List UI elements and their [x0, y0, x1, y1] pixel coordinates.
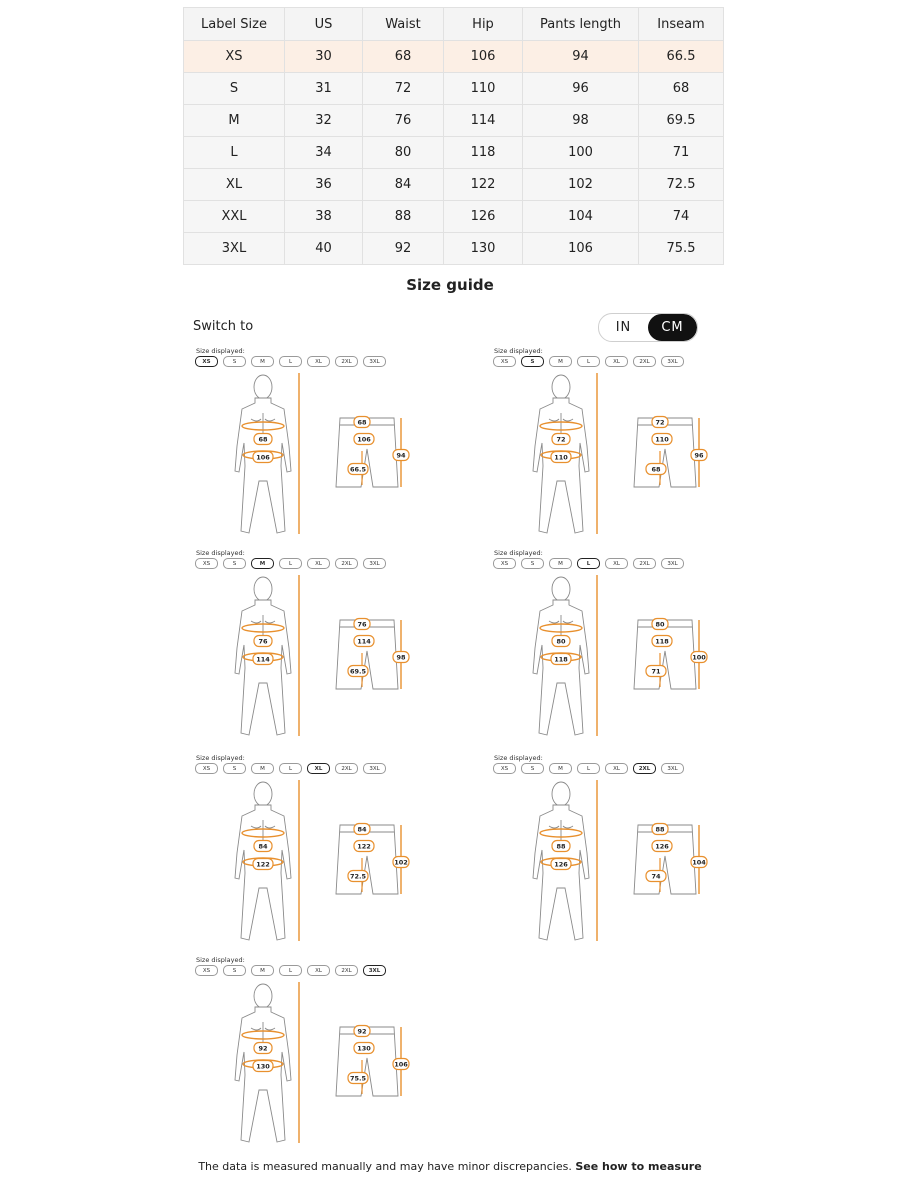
inseam-value-tag-text: 68: [651, 465, 661, 474]
table-cell: S: [184, 73, 285, 105]
pants-figure: [336, 825, 398, 894]
pants-length-value-tag-text: 106: [394, 1060, 408, 1069]
pants-hip-value-tag: [354, 841, 374, 852]
pants-shape: [634, 825, 696, 894]
waist-value-tag: [552, 841, 570, 852]
hip-value-tag-text: 122: [256, 860, 270, 869]
pants-waist-value-tag: [652, 417, 668, 428]
body-measurement-figure: [195, 573, 435, 743]
table-cell: 92: [363, 233, 444, 265]
hip-value-tag: [551, 859, 571, 870]
table-cell: 75.5: [639, 233, 724, 265]
inseam-value-tag-text: 71: [651, 667, 661, 676]
pants-waist-value-tag-text: 68: [357, 418, 367, 427]
table-header-cell: Hip: [444, 8, 523, 41]
size-option-xs[interactable]: XS: [195, 356, 218, 367]
table-cell: 106: [444, 41, 523, 73]
pants-hip-value-tag-text: 122: [357, 842, 371, 851]
pants-waist-value-tag-text: 84: [357, 825, 367, 834]
waist-value-tag: [552, 636, 570, 647]
pants-length-value-tag-text: 98: [396, 653, 406, 662]
unit-in-option[interactable]: IN: [615, 320, 632, 335]
body-measurement-figure: [195, 980, 435, 1150]
head-shape: [552, 375, 570, 399]
head-shape: [254, 577, 272, 601]
table-cell: 84: [363, 169, 444, 201]
pants-hip-value-tag-text: 110: [655, 435, 669, 444]
size-selector: [195, 356, 386, 367]
table-cell: 69.5: [639, 105, 724, 137]
head-shape: [552, 577, 570, 601]
size-option-3xl[interactable]: 3XL: [363, 763, 386, 774]
table-row: [184, 73, 724, 105]
size-option-l[interactable]: L: [577, 558, 600, 569]
pants-shape: [336, 620, 398, 689]
size-option-s[interactable]: S: [521, 558, 544, 569]
inseam-value-tag-text: 69.5: [349, 667, 367, 676]
size-selector: [195, 763, 386, 774]
pants-hip-value-tag: [652, 841, 672, 852]
pants-figure: [336, 418, 398, 487]
table-cell: 88: [363, 201, 444, 233]
pants-length-value-tag-text: 100: [692, 653, 706, 662]
head-shape: [254, 984, 272, 1008]
pants-length-value-tag-text: 94: [396, 451, 406, 460]
size-displayed-label: Size displayed:: [494, 347, 543, 355]
hip-value-tag: [253, 1061, 273, 1072]
hip-value-tag-text: 118: [554, 655, 568, 664]
table-header-cell: US: [285, 8, 363, 41]
table-row: [184, 105, 724, 137]
size-option-l[interactable]: L: [279, 558, 302, 569]
size-option-xl[interactable]: XL: [605, 558, 628, 569]
body-measurement-figure: [493, 573, 733, 743]
pants-length-value-tag-text: 104: [692, 858, 706, 867]
pants-hip-value-tag-text: 130: [357, 1044, 371, 1053]
waist-value-tag: [254, 434, 272, 445]
pants-length-value-tag: [393, 1059, 409, 1070]
switch-label: Switch to: [193, 319, 254, 334]
size-displayed-label: Size displayed:: [196, 956, 245, 964]
table-cell: 106: [523, 233, 639, 265]
pants-waist-value-tag-text: 76: [357, 620, 367, 629]
table-cell: 100: [523, 137, 639, 169]
inseam-value-tag-text: 74: [651, 872, 661, 881]
pants-figure: [634, 418, 696, 487]
table-cell: 36: [285, 169, 363, 201]
pants-waist-value-tag: [354, 417, 370, 428]
table-row: [184, 41, 724, 73]
size-displayed-label: Size displayed:: [196, 347, 245, 355]
table-cell: 130: [444, 233, 523, 265]
size-table-header: [184, 8, 724, 41]
table-cell: 80: [363, 137, 444, 169]
size-option-xl[interactable]: XL: [307, 558, 330, 569]
size-option-s[interactable]: S: [223, 558, 246, 569]
size-displayed-label: Size displayed:: [196, 549, 245, 557]
table-cell: 110: [444, 73, 523, 105]
hip-value-tag-text: 114: [256, 655, 270, 664]
waist-value-tag: [552, 434, 570, 445]
table-cell: 94: [523, 41, 639, 73]
table-cell: 3XL: [184, 233, 285, 265]
pants-waist-value-tag: [354, 824, 370, 835]
pants-shape: [336, 1027, 398, 1096]
pants-hip-value-tag: [354, 1043, 374, 1054]
waist-value-tag: [254, 636, 272, 647]
pants-length-value-tag: [393, 450, 409, 461]
table-cell: 98: [523, 105, 639, 137]
pants-waist-value-tag-text: 88: [655, 825, 665, 834]
pants-shape: [634, 418, 696, 487]
size-option-xl[interactable]: XL: [307, 356, 330, 367]
table-cell: 66.5: [639, 41, 724, 73]
table-header-cell: Pants length: [523, 8, 639, 41]
inseam-value-tag: [646, 464, 666, 475]
pants-hip-value-tag: [354, 434, 374, 445]
pants-hip-value-tag: [652, 636, 672, 647]
size-option-3xl[interactable]: 3XL: [661, 558, 684, 569]
pants-length-value-tag: [393, 652, 409, 663]
table-row: [184, 169, 724, 201]
size-table: [183, 7, 724, 265]
pants-length-value-tag-text: 102: [394, 858, 408, 867]
head-shape: [552, 782, 570, 806]
size-option-xs[interactable]: XS: [493, 558, 516, 569]
unit-cm-option[interactable]: CM: [648, 314, 697, 341]
table-cell: 96: [523, 73, 639, 105]
pants-length-value-tag: [691, 652, 707, 663]
pants-hip-value-tag-text: 126: [655, 842, 669, 851]
hip-value-tag: [551, 452, 571, 463]
size-option-xs[interactable]: XS: [493, 356, 516, 367]
size-option-l[interactable]: L: [279, 763, 302, 774]
inseam-value-tag: [646, 871, 666, 882]
footer-note: [0, 1160, 900, 1173]
footer-text: The data is measured manually and may have minor discrepancies.: [198, 1160, 572, 1173]
head-shape: [254, 375, 272, 399]
waist-value-tag-text: 92: [258, 1044, 268, 1053]
pants-length-value-tag: [691, 857, 707, 868]
body-measurement-figure: [195, 778, 435, 948]
size-option-s[interactable]: S: [521, 356, 544, 367]
size-option-3xl[interactable]: 3XL: [661, 356, 684, 367]
head-shape: [254, 782, 272, 806]
size-option-xs[interactable]: XS: [195, 558, 218, 569]
size-option-s[interactable]: S: [223, 356, 246, 367]
inseam-value-tag: [348, 464, 368, 475]
size-option-2xl[interactable]: 2XL: [633, 763, 656, 774]
size-option-m[interactable]: M: [251, 356, 274, 367]
pants-figure: [634, 620, 696, 689]
size-option-l[interactable]: L: [577, 356, 600, 367]
hip-value-tag: [551, 654, 571, 665]
table-cell: 30: [285, 41, 363, 73]
hip-value-tag-text: 106: [256, 453, 270, 462]
table-cell: XS: [184, 41, 285, 73]
table-cell: 68: [363, 41, 444, 73]
body-measurement-figure: [493, 371, 733, 541]
table-cell: 122: [444, 169, 523, 201]
pants-hip-value-tag-text: 106: [357, 435, 371, 444]
table-cell: 34: [285, 137, 363, 169]
pants-waist-value-tag: [354, 619, 370, 630]
table-cell: 74: [639, 201, 724, 233]
waist-value-tag-text: 76: [258, 637, 268, 646]
table-row: [184, 233, 724, 265]
pants-length-value-tag: [393, 857, 409, 868]
hip-value-tag-text: 126: [554, 860, 568, 869]
table-header-cell: Waist: [363, 8, 444, 41]
size-panel: [493, 754, 733, 950]
size-option-m[interactable]: M: [549, 356, 572, 367]
size-selector: [493, 763, 684, 774]
size-option-2xl[interactable]: 2XL: [335, 356, 358, 367]
size-option-2xl[interactable]: 2XL: [633, 558, 656, 569]
table-cell: 38: [285, 201, 363, 233]
table-cell: M: [184, 105, 285, 137]
size-option-xs[interactable]: XS: [493, 763, 516, 774]
size-displayed-label: Size displayed:: [196, 754, 245, 762]
table-header-cell: Label Size: [184, 8, 285, 41]
size-option-xs[interactable]: XS: [195, 763, 218, 774]
size-option-xl[interactable]: XL: [307, 965, 330, 976]
size-selector: [195, 558, 386, 569]
size-option-xl[interactable]: XL: [605, 763, 628, 774]
table-cell: 126: [444, 201, 523, 233]
size-selector: [493, 558, 684, 569]
waist-value-tag-text: 88: [556, 842, 566, 851]
hip-value-tag: [253, 859, 273, 870]
waist-value-tag-text: 68: [258, 435, 268, 444]
pants-waist-value-tag: [354, 1026, 370, 1037]
size-option-3xl[interactable]: 3XL: [363, 558, 386, 569]
size-option-2xl[interactable]: 2XL: [335, 965, 358, 976]
hip-value-tag-text: 110: [554, 453, 568, 462]
table-cell: 72.5: [639, 169, 724, 201]
size-option-m[interactable]: M: [549, 763, 572, 774]
pants-figure: [336, 1027, 398, 1096]
size-option-2xl[interactable]: 2XL: [335, 558, 358, 569]
size-option-3xl[interactable]: 3XL: [363, 965, 386, 976]
size-option-s[interactable]: S: [223, 763, 246, 774]
inseam-value-tag: [348, 1073, 368, 1084]
table-row: [184, 201, 724, 233]
table-row: [184, 137, 724, 169]
waist-value-tag: [254, 841, 272, 852]
size-panel: [493, 549, 733, 745]
size-option-xl[interactable]: XL: [307, 763, 330, 774]
size-panel: [195, 347, 435, 543]
pants-waist-value-tag-text: 80: [655, 620, 665, 629]
waist-value-tag-text: 72: [556, 435, 566, 444]
pants-waist-value-tag: [652, 824, 668, 835]
table-cell: 71: [639, 137, 724, 169]
table-cell: 72: [363, 73, 444, 105]
pants-shape: [336, 825, 398, 894]
table-cell: 32: [285, 105, 363, 137]
pants-shape: [336, 418, 398, 487]
inseam-value-tag: [646, 666, 666, 677]
size-option-s[interactable]: S: [521, 763, 544, 774]
table-cell: 68: [639, 73, 724, 105]
size-option-xl[interactable]: XL: [605, 356, 628, 367]
inseam-value-tag-text: 75.5: [349, 1074, 367, 1083]
pants-length-value-tag-text: 96: [694, 451, 704, 460]
table-cell: 102: [523, 169, 639, 201]
size-option-m[interactable]: M: [549, 558, 572, 569]
pants-hip-value-tag: [652, 434, 672, 445]
table-cell: L: [184, 137, 285, 169]
size-panel: [195, 956, 435, 1152]
how-to-measure-link[interactable]: See how to measure: [575, 1160, 702, 1173]
waist-value-tag: [254, 1043, 272, 1054]
waist-value-tag-text: 80: [556, 637, 566, 646]
size-option-xs[interactable]: XS: [195, 965, 218, 976]
size-guide-title: Size guide: [406, 276, 494, 294]
table-cell: 76: [363, 105, 444, 137]
pants-figure: [336, 620, 398, 689]
size-option-m[interactable]: M: [251, 558, 274, 569]
size-panel: [195, 549, 435, 745]
pants-shape: [634, 620, 696, 689]
size-option-m[interactable]: M: [251, 965, 274, 976]
table-cell: XXL: [184, 201, 285, 233]
table-cell: 40: [285, 233, 363, 265]
size-panel: [493, 347, 733, 543]
hip-value-tag: [253, 452, 273, 463]
pants-hip-value-tag-text: 114: [357, 637, 371, 646]
table-cell: 114: [444, 105, 523, 137]
size-option-l[interactable]: L: [279, 356, 302, 367]
inseam-value-tag: [348, 666, 368, 677]
pants-waist-value-tag-text: 92: [357, 1027, 367, 1036]
hip-value-tag: [253, 654, 273, 665]
pants-hip-value-tag: [354, 636, 374, 647]
size-displayed-label: Size displayed:: [494, 549, 543, 557]
size-option-3xl[interactable]: 3XL: [661, 763, 684, 774]
pants-waist-value-tag-text: 72: [655, 418, 665, 427]
pants-length-value-tag: [691, 450, 707, 461]
unit-toggle[interactable]: [598, 313, 698, 342]
body-measurement-figure: [195, 371, 435, 541]
table-header-cell: Inseam: [639, 8, 724, 41]
size-selector: [493, 356, 684, 367]
table-cell: 104: [523, 201, 639, 233]
size-option-s[interactable]: S: [223, 965, 246, 976]
table-cell: 31: [285, 73, 363, 105]
size-option-3xl[interactable]: 3XL: [363, 356, 386, 367]
size-option-l[interactable]: L: [577, 763, 600, 774]
pants-hip-value-tag-text: 118: [655, 637, 669, 646]
inseam-value-tag-text: 72.5: [349, 872, 367, 881]
size-option-2xl[interactable]: 2XL: [335, 763, 358, 774]
size-displayed-label: Size displayed:: [494, 754, 543, 762]
waist-value-tag-text: 84: [258, 842, 268, 851]
inseam-value-tag-text: 66.5: [349, 465, 367, 474]
pants-figure: [634, 825, 696, 894]
pants-waist-value-tag: [652, 619, 668, 630]
body-measurement-figure: [493, 778, 733, 948]
size-panel: [195, 754, 435, 950]
hip-value-tag-text: 130: [256, 1062, 270, 1071]
size-option-2xl[interactable]: 2XL: [633, 356, 656, 367]
size-option-l[interactable]: L: [279, 965, 302, 976]
table-cell: 118: [444, 137, 523, 169]
table-cell: XL: [184, 169, 285, 201]
size-selector: [195, 965, 386, 976]
inseam-value-tag: [348, 871, 368, 882]
size-option-m[interactable]: M: [251, 763, 274, 774]
